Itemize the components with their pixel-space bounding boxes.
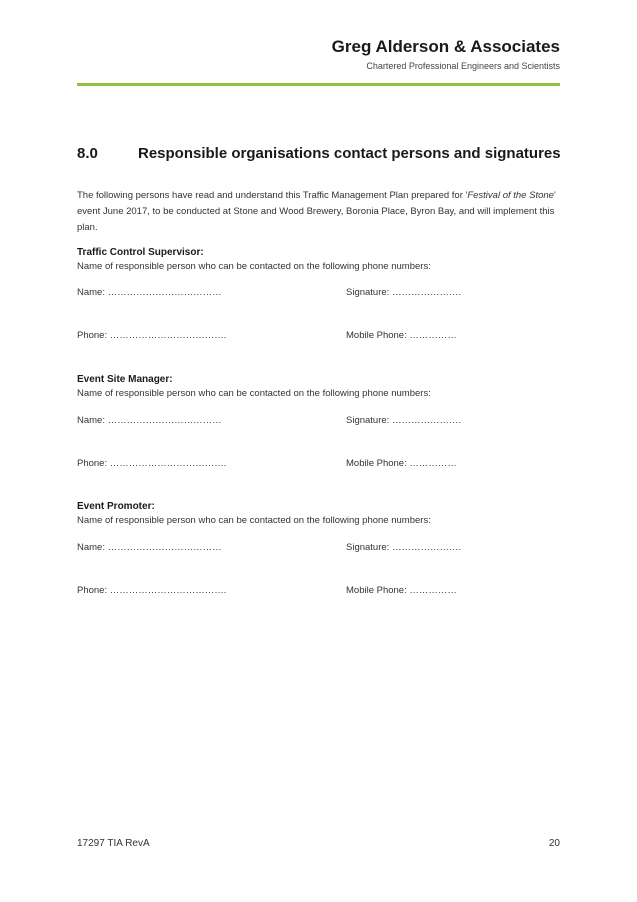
role-title: Event Site Manager: [77, 374, 173, 385]
signature-field[interactable]: Signature: …………………. [346, 287, 462, 298]
contact-block-traffic-control-supervisor [77, 245, 562, 341]
section-title: Responsible organisations contact persons and signatures [138, 145, 561, 162]
role-responsibility: Name of responsible person who can be contacted on the following phone numbers: [77, 388, 431, 399]
mobile-phone-field[interactable]: Mobile Phone: …………… [346, 585, 457, 596]
contact-block-event-promoter [77, 499, 562, 596]
phone-field[interactable]: Phone: ………………………………. [77, 585, 227, 596]
role-responsibility: Name of responsible person who can be contacted on the following phone numbers: [77, 261, 431, 272]
phone-field[interactable]: Phone: ………………………………. [77, 330, 227, 341]
section-heading [77, 145, 561, 162]
signature-field[interactable]: Signature: …………………. [346, 415, 462, 426]
phone-field[interactable]: Phone: ………………………………. [77, 458, 227, 469]
role-title: Event Promoter: [77, 501, 155, 512]
section-number: 8.0 [77, 145, 98, 162]
name-field[interactable]: Name: ……………………………… [77, 542, 222, 553]
signature-field[interactable]: Signature: …………………. [346, 542, 462, 553]
header-rule [77, 83, 560, 86]
intro-event-name: Festival of the Stone [467, 190, 554, 201]
name-field[interactable]: Name: ……………………………… [77, 415, 222, 426]
mobile-phone-field[interactable]: Mobile Phone: …………… [346, 330, 457, 341]
intro-text-1: The following persons have read and understand this Traffic Management Plan prepared for ' [77, 190, 468, 201]
company-name: Greg Alderson & Associates [331, 37, 560, 56]
mobile-phone-field[interactable]: Mobile Phone: …………… [346, 458, 457, 469]
intro-text-2: ' event June 2017, to be conducted at Stone and Wood Brewery, Boronia Place, Byron Bay, and will implement this plan. [77, 190, 556, 233]
role-title: Traffic Control Supervisor: [77, 247, 204, 258]
page-number: 20 [548, 838, 560, 849]
contact-block-event-site-manager [77, 372, 562, 469]
document-reference: 17297 TIA RevA [77, 838, 150, 849]
intro-paragraph [77, 188, 562, 236]
role-responsibility: Name of responsible person who can be contacted on the following phone numbers: [77, 515, 431, 526]
name-field[interactable]: Name: ……………………………… [77, 287, 222, 298]
company-subtitle: Chartered Professional Engineers and Scientists [366, 61, 560, 71]
